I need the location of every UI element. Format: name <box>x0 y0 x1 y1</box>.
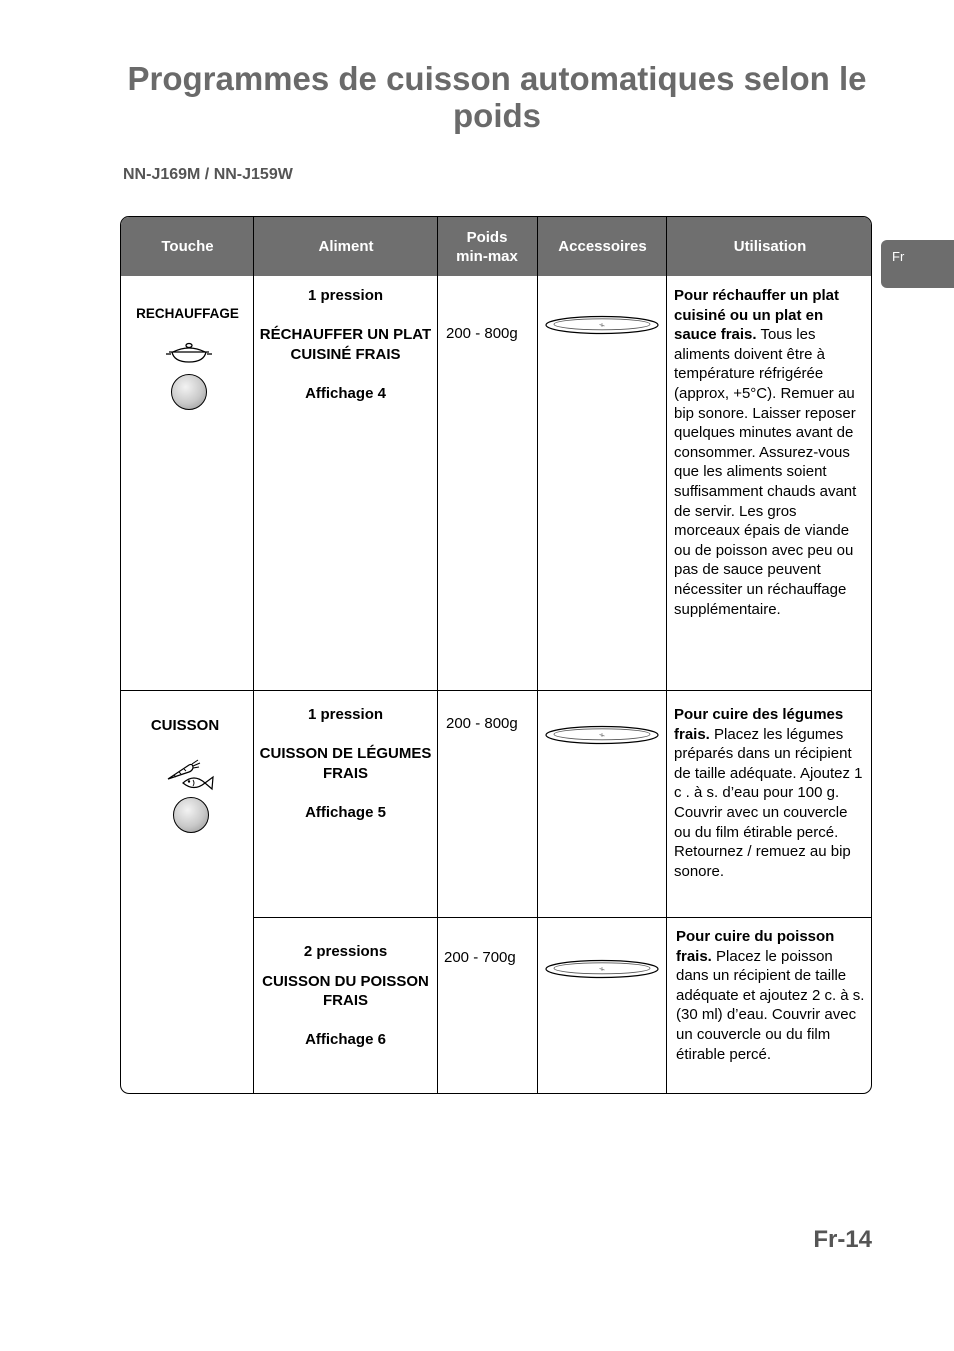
pressions-label: 1 pression <box>307 706 384 723</box>
affichage-label: Affichage 4 <box>305 384 386 402</box>
poids-value: 200 - 700g <box>444 949 516 966</box>
column-divider <box>666 217 667 1094</box>
aliment-cell <box>254 705 437 823</box>
utilisation-text <box>676 927 866 1064</box>
table-header <box>121 217 871 276</box>
language-tab <box>881 240 954 288</box>
plate-icon <box>544 725 660 745</box>
row-divider <box>253 917 872 918</box>
utilisation-bold: Pour cuire du poisson frais. <box>676 928 835 965</box>
row-divider <box>121 690 872 691</box>
aliment-label: CUISSON DE LÉGUMES FRAIS <box>259 745 432 782</box>
header-touche: Touche <box>161 238 214 255</box>
cuisson-button[interactable] <box>173 797 209 833</box>
page-number: Fr-14 <box>813 1226 872 1253</box>
utilisation-body: Placez le poisson dans un récipient de taille adéquate et ajoutez 2 c. à s. (30 ml) d’eau. Couvrir avec un couvercle ou du film étirable percé. <box>676 947 865 1063</box>
header-poids: Poids min-max <box>456 228 518 265</box>
utilisation-body: Placez les légumes préparés dans un récipient de taille adéquate. Ajoutez 1 c . à s. d’eau pour 100 g. Couvrir avec un couvercle ou du film étirable percé. Retournez / remuez au bip sonore. <box>674 725 863 880</box>
poids-value: 200 - 800g <box>446 715 518 732</box>
plate-icon <box>544 315 660 335</box>
aliment-label: RÉCHAUFFER UN PLAT CUISINÉ FRAIS <box>259 326 432 363</box>
language-tab-label: Fr <box>892 249 905 264</box>
aliment-label: CUISSON DU POISSON FRAIS <box>262 972 429 1010</box>
vegetable-fish-icon <box>165 759 217 793</box>
page-title: Programmes de cuisson automatiques selon le poids <box>127 60 867 134</box>
poids-value: 200 - 800g <box>446 325 518 342</box>
utilisation-body: Tous les aliments doivent être à température réfrigérée (approx, +5°C). Remuer au bip sonore. Laisser reposer quelques minutes avant de consommer. Assurez-vous que les aliments soient suffisamment chauds avant de servir. Les gros morceaux épais de viande ou de poisson avec peu ou pas de sauce peuvent nécessiter un réchauffage supplémentaire. <box>674 326 857 618</box>
header-accessoires: Accessoires <box>558 238 647 255</box>
utilisation-bold: Pour cuire des légumes frais. <box>674 706 844 743</box>
programs-table <box>120 216 872 1094</box>
rechauffage-button[interactable] <box>171 374 207 410</box>
utilisation-text <box>674 286 866 619</box>
touche-label: RECHAUFFAGE <box>136 306 239 321</box>
affichage-label: Affichage 5 <box>305 803 386 821</box>
utilisation-bold: Pour réchauffer un plat cuisiné ou un plat en sauce frais. <box>674 287 840 344</box>
plate-icon <box>544 959 660 979</box>
column-divider <box>437 217 438 1094</box>
pressions-label: 1 pression <box>307 287 384 304</box>
model-number: NN-J169M / NN-J159W <box>123 166 293 183</box>
touche-label: CUISSON <box>150 717 220 734</box>
aliment-cell <box>254 286 437 404</box>
affichage-label: Affichage 6 <box>305 1031 386 1049</box>
aliment-cell <box>254 942 437 1050</box>
header-aliment: Aliment <box>318 238 374 255</box>
column-divider <box>537 217 538 1094</box>
pressions-label: 2 pressions <box>303 943 388 960</box>
utilisation-text <box>674 705 866 881</box>
covered-dish-icon <box>165 341 213 367</box>
header-utilisation: Utilisation <box>733 238 807 255</box>
